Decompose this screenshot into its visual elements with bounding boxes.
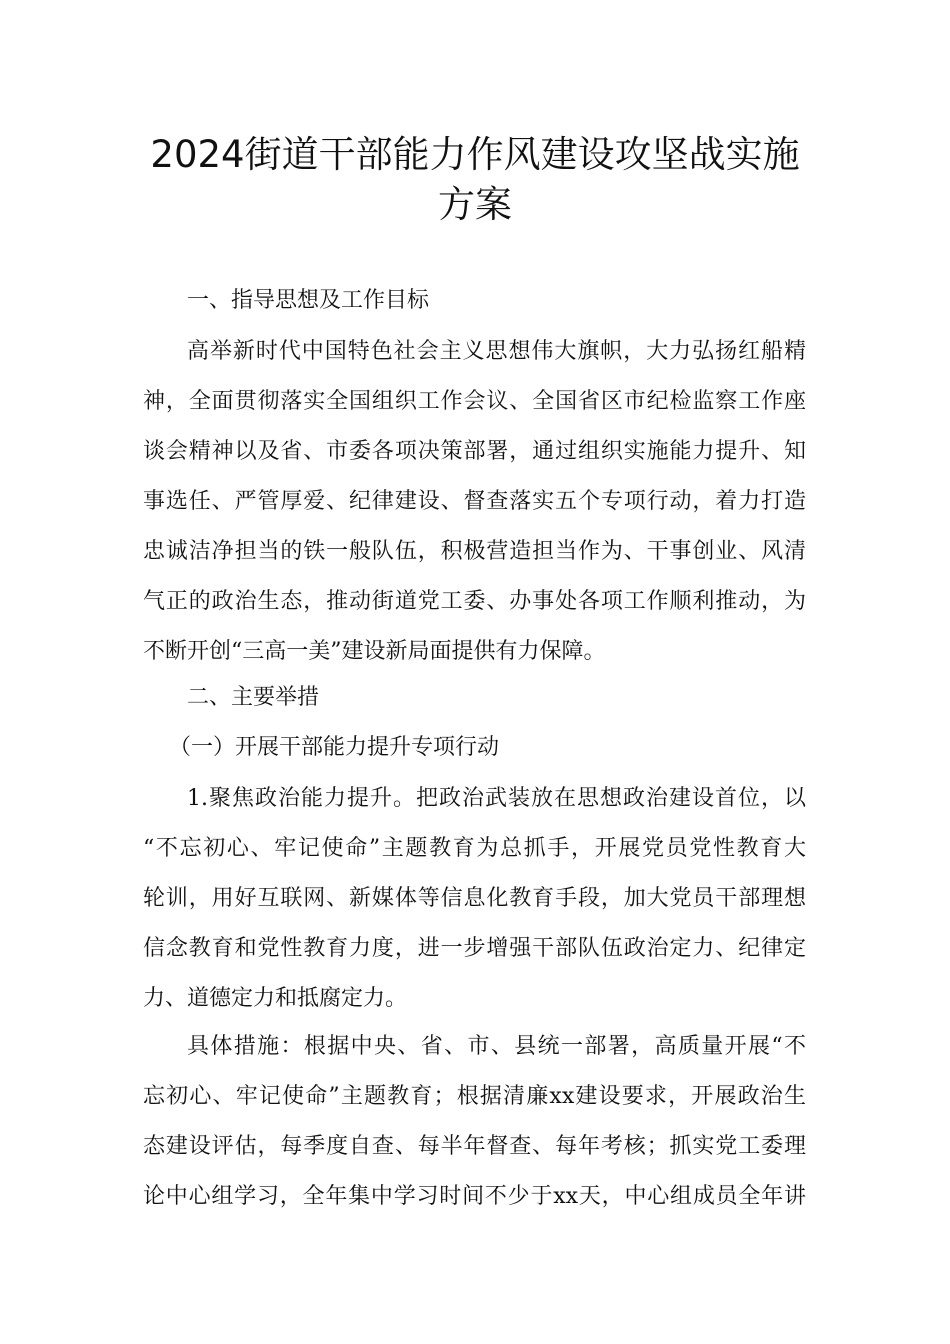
paragraph-line: 高举新时代中国特色社会主义思想伟大旗帜，大力弘扬红船精 xyxy=(187,339,806,364)
paragraph-line: 谈会精神以及省、市委各项决策部署，通过组织实施能力提升、知 xyxy=(143,439,806,464)
subsection-heading-capacity-building: （一）开展干部能力提升专项行动 xyxy=(169,735,500,760)
paragraph-line: 信念教育和党性教育力度，进一步增强干部队伍政治定力、纪律定 xyxy=(143,936,806,961)
paragraph-line: 事选任、严管厚爱、纪律建设、督查落实五个专项行动，着力打造 xyxy=(143,489,806,514)
paragraph-line: “不忘初心、牢记使命”主题教育为总抓手，开展党员党性教育大 xyxy=(143,836,806,861)
paragraph-political-capacity xyxy=(143,774,806,1024)
paragraph-line: 忠诚洁净担当的铁一般队伍，积极营造担当作为、干事创业、风清 xyxy=(143,539,806,564)
paragraph-line: 力、道德定力和抵腐定力。 xyxy=(143,986,408,1011)
paragraph-line: 忘初心、牢记使命”主题教育；根据清廉xx建设要求，开展政治生 xyxy=(143,1084,806,1109)
paragraph-line: 轮训，用好互联网、新媒体等信息化教育手段，加大党员干部理想 xyxy=(143,886,806,911)
paragraph-line: 神，全面贯彻落实全国组织工作会议、全国省区市纪检监察工作座 xyxy=(143,389,806,414)
section-heading-guiding-ideology: 一、指导思想及工作目标 xyxy=(187,288,430,313)
paragraph-line: 态建设评估，每季度自查、每半年督查、每年考核；抓实党工委理 xyxy=(143,1134,806,1159)
document-title-line-1: 2024街道干部能力作风建设攻坚战实施 xyxy=(150,133,800,176)
paragraph-guiding-ideology xyxy=(143,327,806,677)
document-title-line-2: 方案 xyxy=(438,183,512,226)
paragraph-line: 气正的政治生态，推动街道党工委、办事处各项工作顺利推动，为 xyxy=(143,589,806,614)
paragraph-specific-measures xyxy=(143,1022,806,1222)
paragraph-line: 论中心组学习，全年集中学习时间不少于xx天，中心组成员全年讲 xyxy=(143,1184,806,1209)
paragraph-line: 1.聚焦政治能力提升。把政治武装放在思想政治建设首位，以 xyxy=(187,786,806,811)
paragraph-line: 具体措施：根据中央、省、市、县统一部署，高质量开展“不 xyxy=(187,1034,806,1059)
paragraph-line: 不断开创“三高一美”建设新局面提供有力保障。 xyxy=(143,639,606,664)
section-heading-main-measures: 二、主要举措 xyxy=(187,685,320,710)
